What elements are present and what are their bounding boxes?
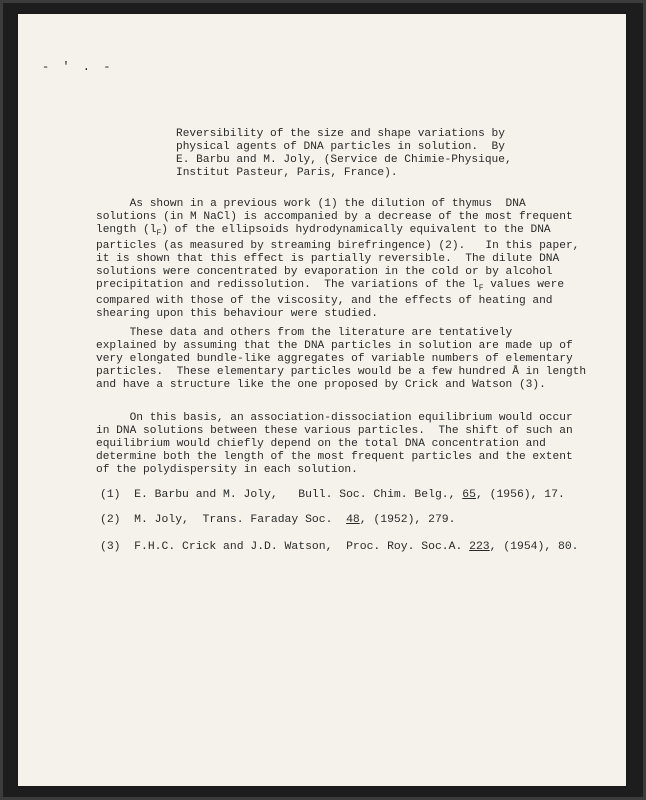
text-line: and have a structure like the one proposed by Crick and Watson (3). xyxy=(96,379,546,391)
text-line: equilibrium would chiefly depend on the total DNA concentration and xyxy=(96,438,546,450)
text-line: compared with those of the viscosity, and the effects of heating and xyxy=(96,295,553,308)
text-line: in DNA solutions between these various particles. The shift of such an xyxy=(96,425,573,437)
title-line: E. Barbu and M. Joly, (Service de Chimie-Physique, xyxy=(176,154,512,166)
reference-2: (2) M. Joly, Trans. Faraday Soc. 48, (1952), 279. xyxy=(100,514,456,526)
paragraph-1 xyxy=(96,198,579,321)
subscript-f: F xyxy=(156,229,162,239)
title-block xyxy=(176,128,512,180)
text-line: determine both the length of the most frequent particles and the extent xyxy=(96,451,573,463)
volume-number: 48 xyxy=(346,514,360,526)
text-line: explained by assuming that the DNA particles in solution are made up of xyxy=(96,340,573,352)
text-line: of the polydispersity in each solution. xyxy=(96,464,358,476)
text-line: shearing upon this behaviour were studied. xyxy=(96,308,378,321)
text-line: These data and others from the literature are tentatively xyxy=(96,327,513,339)
title-line: Institut Pasteur, Paris, France). xyxy=(176,167,398,179)
text-line: solutions (in M NaCl) is accompanied by a decrease of the most frequent xyxy=(96,211,573,223)
text-line: As shown in a previous work (1) the dilution of thymus DNA xyxy=(96,198,526,210)
subscript-f: F xyxy=(478,284,484,294)
paragraph-2 xyxy=(96,327,586,392)
text-line: very elongated bundle-like aggregates of variable numbers of elementary xyxy=(96,353,573,365)
text-line: solutions were concentrated by evaporation in the cold or by alcohol xyxy=(96,266,553,279)
reference-3: (3) F.H.C. Crick and J.D. Watson, Proc. Roy. Soc.A. 223, (1954), 80. xyxy=(100,541,579,553)
text-line: it is shown that this effect is partially reversible. The dilute DNA xyxy=(96,253,560,266)
title-line: physical agents of DNA particles in solution. By xyxy=(176,141,505,153)
text-line: particles. These elementary particles would be a few hundred Å in length xyxy=(96,366,587,378)
text-line: particles (as measured by streaming birefringence) (2). In this paper, xyxy=(96,240,580,253)
text-line: On this basis, an association-dissociation equilibrium would occur xyxy=(96,412,573,424)
title-line: Reversibility of the size and shape variations by xyxy=(176,128,505,140)
volume-number: 65 xyxy=(462,489,476,501)
paragraph-3 xyxy=(96,412,573,477)
page-marks: - ' . - xyxy=(42,60,114,74)
text-line: length $(l_F)$ of the ellipsoids hydrodynamically equivalent to the DNA xyxy=(96,224,551,239)
volume-number: 223 xyxy=(469,541,490,553)
reference-1: (1) E. Barbu and M. Joly, Bull. Soc. Chim. Belg., 65, (1956), 17. xyxy=(100,489,565,501)
text-line: precipitation and redissolution. The variations of the $l_F$ values were xyxy=(96,279,565,294)
